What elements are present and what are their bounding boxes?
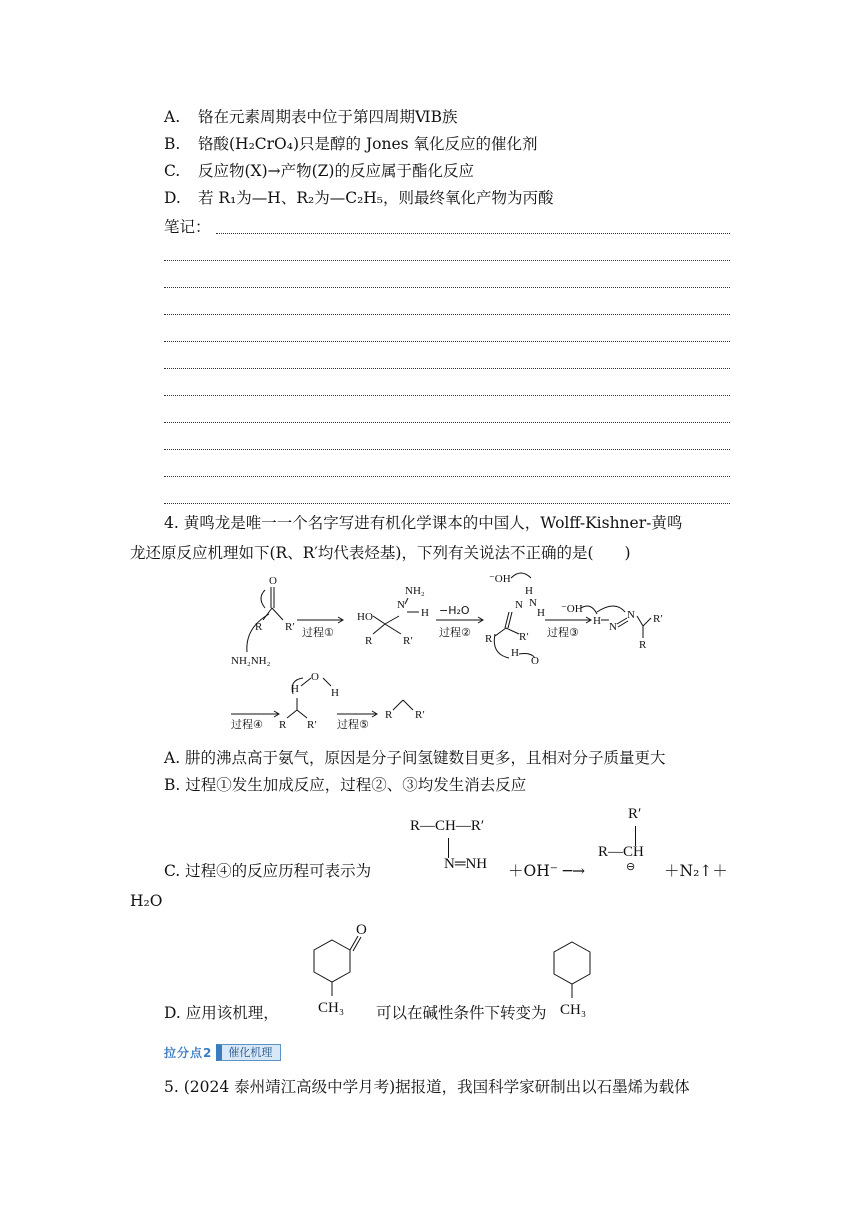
- cyclohexanone-methyl-structure: [292, 918, 372, 1018]
- methyl-2: CH₃: [560, 1002, 587, 1018]
- step-4-label: 过程④: [231, 718, 263, 731]
- notes-line: [164, 449, 730, 450]
- option-c-oh: ＋OH⁻ ─→: [508, 862, 586, 880]
- mech-rp6: R′: [415, 709, 425, 721]
- methyl-1: CH₃: [318, 1000, 345, 1016]
- mech-hydrazine: NH₂NH₂: [231, 655, 271, 667]
- notes-line: [164, 368, 730, 369]
- notes-line: [164, 260, 730, 261]
- q4-option-c: C. 过程④的反应历程可表示为: [164, 862, 372, 880]
- mech-rp4: R′: [653, 613, 663, 625]
- mech-nh: N: [397, 599, 405, 611]
- mech-h1: H: [421, 607, 429, 619]
- step-1-label: 过程①: [302, 626, 334, 639]
- mech-r5: R: [279, 719, 287, 731]
- notes-line: [216, 233, 730, 234]
- q3-option-a: A. 铬在元素周期表中位于第四周期ⅥB族: [164, 108, 458, 126]
- mech-nh2: NH₂: [405, 585, 425, 597]
- structure1-top: R—CH—R′: [410, 818, 485, 834]
- mech-ho: HO: [357, 611, 373, 623]
- reagent-h2o: −H₂O: [439, 604, 470, 617]
- step-3-label: 过程③: [547, 626, 579, 639]
- option-d-middle: 可以在碱性条件下转变为: [376, 1004, 547, 1022]
- mech-n1b: N: [529, 597, 537, 609]
- mech-h2: H: [525, 585, 533, 597]
- notes-label: 笔记：: [164, 218, 211, 236]
- mech-rp5: R′: [307, 719, 317, 731]
- methylcyclohexane-structure: [546, 930, 606, 1020]
- q3-option-b: B. 铬酸(H₂CrO₄)只是醇的 Jones 氧化反应的催化剂: [164, 135, 538, 153]
- step-5-label: 过程⑤: [337, 718, 369, 731]
- mech-r3: R: [485, 633, 493, 645]
- q4-stem-line1: 4. 黄鸣龙是唯一一个名字写进有机化学课本的中国人，Wolff-Kishner-黄鸣: [164, 514, 683, 532]
- q3-option-c: C. 反应物(X)→产物(Z)的反应属于酯化反应: [164, 162, 474, 180]
- structure2-bottom: R—CH: [598, 844, 644, 860]
- mech-ohminus2: ⁻OH: [561, 603, 583, 615]
- mech-h6: H: [291, 683, 299, 695]
- structure1-bond: [448, 838, 449, 858]
- mech-h3: H: [537, 607, 545, 619]
- mech-h4: H: [511, 647, 519, 659]
- option-c-structure-2: [596, 806, 666, 878]
- mech-r4: R: [639, 639, 647, 651]
- q4-stem-line2: 龙还原反应机理如下(R、R′均代表烃基)，下列有关说法不正确的是( ): [130, 544, 631, 562]
- q4-option-b: B. 过程①发生加成反应，过程②、③均发生消去反应: [164, 776, 527, 794]
- mechanism-diagram: [225, 568, 705, 740]
- section-badge: [164, 1044, 281, 1061]
- mech-h5: H: [593, 615, 601, 627]
- mech-o: O: [269, 575, 277, 587]
- option-c-h2o: H₂O: [130, 892, 163, 910]
- q5-stem-line1: 5. (2024 泰州靖江高级中学月考)据报道，我国科学家研制出以石墨烯为载体: [164, 1078, 690, 1096]
- notes-line: [164, 287, 730, 288]
- ketone-o: O: [356, 922, 367, 938]
- notes-line: [164, 395, 730, 396]
- mech-ohminus1: ⁻OH: [489, 573, 511, 585]
- notes-line: [164, 503, 730, 504]
- mech-rp2: R′: [403, 635, 413, 647]
- mech-r2: R: [365, 635, 373, 647]
- mech-n3: N: [627, 609, 635, 621]
- notes-line: [164, 476, 730, 477]
- q4-option-d: D. 应用该机理，: [164, 1004, 279, 1022]
- option-c-n2: ＋N₂↑＋: [664, 862, 728, 880]
- mech-rp: R′: [285, 621, 295, 633]
- mech-o3: O: [311, 671, 319, 683]
- structure2-charge: ⊖: [626, 861, 636, 873]
- mech-n1: N: [515, 599, 523, 611]
- mech-h7: H: [331, 687, 339, 699]
- structure2-top: R′: [628, 806, 642, 822]
- mech-r6: R: [385, 709, 393, 721]
- mech-n2: N: [609, 621, 617, 633]
- notes-line: [164, 314, 730, 315]
- q3-option-d: D. 若 R₁为—H、R₂为—C₂H₅，则最终氧化产物为丙酸: [164, 189, 554, 207]
- badge-sub: 催化机理: [216, 1044, 281, 1061]
- mech-rp3: R′: [519, 631, 529, 643]
- mech-o2: O: [531, 655, 539, 667]
- option-c-structure-1: [410, 818, 510, 880]
- structure2-bond: [635, 826, 636, 846]
- step-2-label: 过程②: [439, 626, 471, 639]
- mech-r: R: [255, 621, 263, 633]
- notes-line: [164, 341, 730, 342]
- notes-line: [164, 422, 730, 423]
- q4-option-a: A. 肼的沸点高于氨气，原因是分子间氢键数目更多，且相对分子质量更大: [164, 749, 666, 767]
- badge-main: 拉分点2: [164, 1046, 213, 1060]
- structure1-bottom: N═NH: [444, 856, 488, 872]
